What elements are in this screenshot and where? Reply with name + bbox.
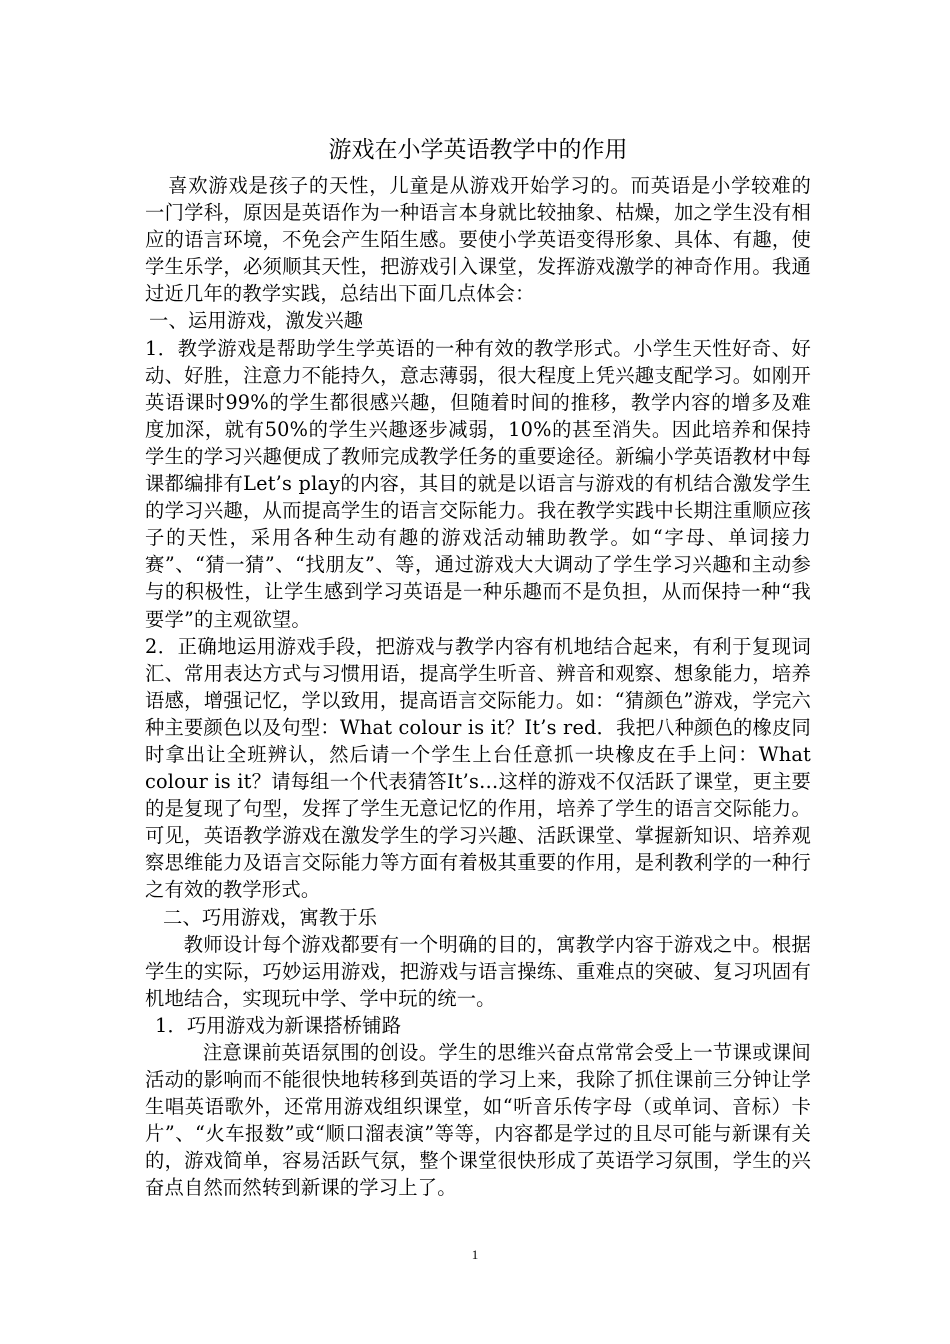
section-heading-1: 一、运用游戏，激发兴趣 [149,309,364,333]
section-2-intro-paragraph: 教师设计每个游戏都要有一个明确的目的，寓教学内容于游戏之中。根据学生的实际，巧妙运用游戏，把游戏与语言操练、重难点的突破、复习巩固有机地结合，实现玩中学、学中玩的统一。 [145,932,811,1010]
document-title: 游戏在小学英语教学中的作用 [328,137,628,163]
subsection-heading-1: 1．巧用游戏为新课搭桥铺路 [155,1013,402,1037]
paragraph-point-1: 1．教学游戏是帮助学生学英语的一种有效的教学形式。小学生天性好奇、好动、好胜，注意力不能持久，意志薄弱，很大程度上凭兴趣支配学习。如刚开英语课时99%的学生都很感兴趣，但随着时间的推移，教学内容的增多及难度加深，就有50%的学生兴趣逐步减弱，10%的甚至消失。因此培养和保持学生的学习兴趣便成了教师完成教学任务的重要途径。新编小学英语教材中每课都编排有Let’s play的内容，其目的就是以语言与游戏的有机结合激发学生的学习兴趣，从而提高学生的语言交际能力。我在教学实践中长期注重顺应孩子的天性，采用各种生动有趣的游戏活动辅助教学。如“字母、单词接力赛”、“猜一猜”、“找朋友”、等，通过游戏大大调动了学生学习兴趣和主动参与的积极性，让学生感到学习英语是一种乐趣而不是负担，从而保持一种“我要学”的主观欲望。 [145,336,811,631]
paragraph-point-2: 2．正确地运用游戏手段，把游戏与教学内容有机地结合起来，有利于复现词汇、常用表达方式与习惯用语，提高学生听音、辨音和观察、想象能力，培养语感，增强记忆，学以致用，提高语言交际能力。如：“猜颜色”游戏，学完六种主要颜色以及句型：What colour is it？It’s red．我把八种颜色的橡皮同时拿出让全班辨认，然后请一个学生上台任意抓一块橡皮在手上问：What colour is it？请每组一个代表猜答It’s…这样的游戏不仅活跃了课堂，更主要的是复现了句型，发挥了学生无意记忆的作用，培养了学生的语言交际能力。可见，英语教学游戏在激发学生的学习兴趣、活跃课堂、掌握新知识、培养观察思维能力及语言交际能力等方面有着极其重要的作用，是利教利学的一种行之有效的教学形式。 [145,634,811,902]
section-heading-2: 二、巧用游戏，寓教于乐 [163,905,378,929]
subsection-1-paragraph: 注意课前英语氛围的创设。学生的思维兴奋点常常会受上一节课或课间活动的影响而不能很快地转移到英语的学习上来，我除了抓住课前三分钟让学生唱英语歌外，还常用游戏组织课堂，如“听音乐传字母（或单词、音标）卡片”、“火车报数”或“顺口溜表演”等等，内容都是学过的且尽可能与新课有关的，游戏简单，容易活跃气氛，整个课堂很快形成了英语学习氛围，学生的兴奋点自然而然转到新课的学习上了。 [145,1041,811,1200]
document-body [145,132,811,1202]
page-number: 1 [471,1247,479,1262]
intro-paragraph: 喜欢游戏是孩子的天性，儿童是从游戏开始学习的。而英语是小学较难的一门学科，原因是英语作为一种语言本身就比较抽象、枯燥，加之学生没有相应的语言环境，不免会产生陌生感。要使小学英语变得形象、具体、有趣，使学生乐学，必须顺其天性，把游戏引入课堂，发挥游戏激学的神奇作用。我通过近几年的教学实践，总结出下面几点体会： [145,174,811,306]
